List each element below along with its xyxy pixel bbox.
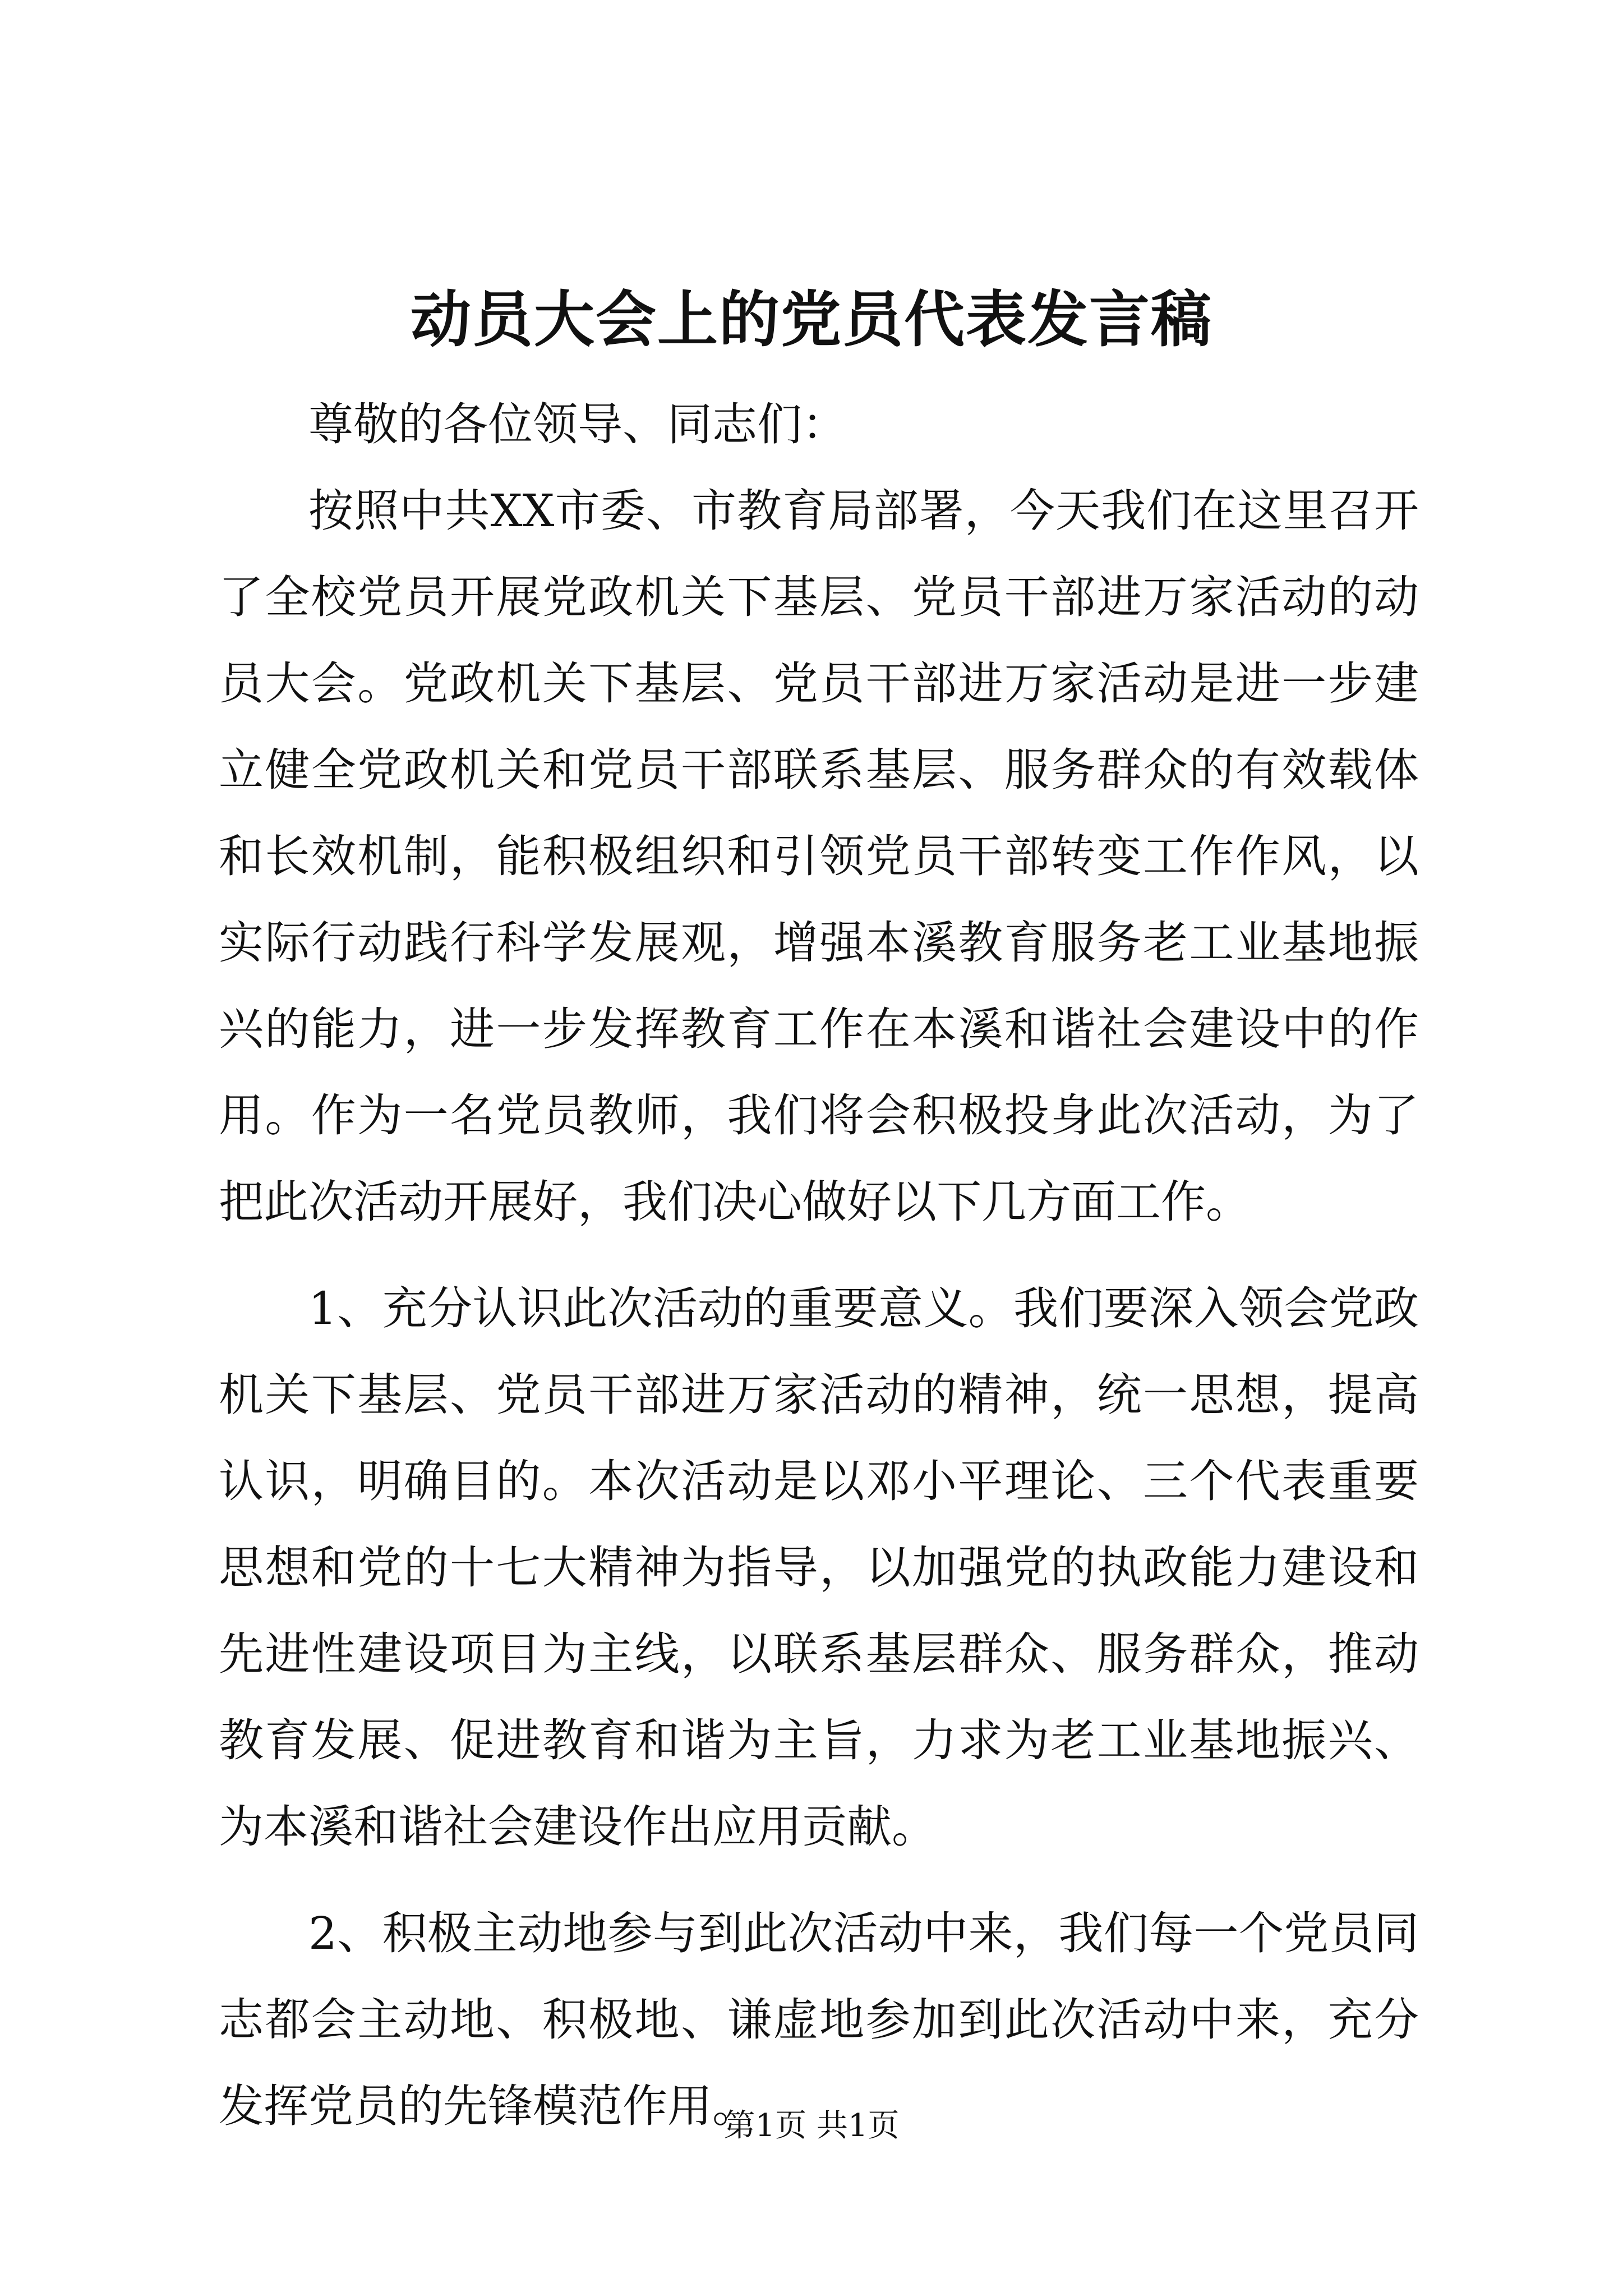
- body-paragraph: 1、充分认识此次活动的重要意义。我们要深入领会党政机关下基层、党员干部进万家活动的精神，统一思想，提高认识，明确目的。本次活动是以邓小平理论、三个代表重要思想和党的十七大精神为指导，以加强党的执政能力建设和先进性建设项目为主线，以联系基层群众、服务群众，推动教育发展、促进教育和谐为主旨，力求为老工业基地振兴、为本溪和谐社会建设作出应用贡献。: [219, 1282, 1419, 1853]
- document-title: 动员大会上的党员代表发言稿: [410, 284, 1212, 355]
- body-paragraph: 按照中共XX市委、市教育局部署，今天我们在这里召开了全校党员开展党政机关下基层、党员干部进万家活动的动员大会。党政机关下基层、党员干部进万家活动是进一步建立健全党政机关和党员干部联系基层、服务群众的有效载体和长效机制，能积极组织和引领党员干部转变工作作风，以实际行动践行科学发展观，增强本溪教育服务老工业基地振兴的能力，进一步发挥教育工作在本溪和谐社会建设中的作用。作为一名党员教师，我们将会积极投身此次活动，为了把此次活动开展好，我们决心做好以下几方面工作。: [219, 485, 1419, 1228]
- body-paragraph: 2、积极主动地参与到此次活动中来，我们每一个党员同志都会主动地、积极地、谦虚地参加到此次活动中来，充分发挥党员的先锋模范作用。: [219, 1907, 1419, 2132]
- page-footer: 第1页 共1页: [723, 2108, 900, 2144]
- salutation-paragraph: 尊敬的各位领导、同志们：: [308, 398, 847, 450]
- document-body: [219, 381, 1419, 2150]
